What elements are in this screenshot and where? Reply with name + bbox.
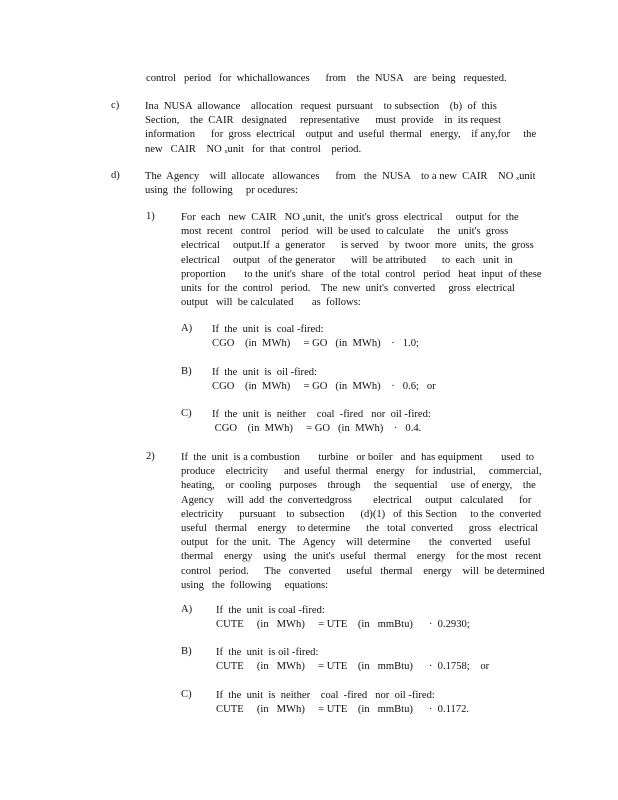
subclause-2-text (181, 451, 545, 593)
formula-item-label: A) (181, 604, 193, 615)
text-line: The Agency will allocate allowances from the NUSA to a new CAIR NO ₓunit (145, 171, 536, 182)
text-line: control period. The converted useful thermal energy will be determined (181, 565, 545, 577)
subclause-2-label: 2) (146, 451, 155, 462)
text-line: most recent control period will be used to calculate the unit's gross (181, 226, 509, 238)
subclause-1-label: 1) (146, 211, 155, 222)
clause-c-text (145, 100, 536, 157)
formula-item-label: C) (181, 408, 192, 419)
formula-condition: If the unit is neither coal -fired nor oil -fired: (216, 690, 435, 701)
formula-equation: CGO (in MWh) = GO (in MWh) · 0.6; or (212, 381, 436, 393)
text-line: produce electricity and useful thermal energy for industrial, commercial, (181, 466, 542, 478)
text-line: For each new CAIR NO ₓunit, the unit's gross electrical output for the (181, 212, 519, 223)
formula-equation: CUTE (in MWh) = UTE (in mmBtu) · 0.1758; or (216, 661, 490, 673)
text-line: proportion to the unit's share of the total control period heat input of these (181, 268, 542, 280)
formula-condition: If the unit is oil -fired: (212, 367, 318, 378)
text-line: output for the unit. The Agency will determine the converted useful (181, 537, 531, 549)
formula-condition: If the unit is oil -fired: (216, 647, 319, 658)
text-line: using the following pr ocedures: (145, 185, 298, 197)
text-line: control period for whichallowances from the NUSA are being requested. (146, 73, 507, 84)
text-line: thermal energy using the unit's useful thermal energy for the most recent (181, 551, 542, 563)
text-line: using the following equations: (181, 579, 329, 591)
text-line: electricity pursuant to subsection (d)(1) of this Section to the converted (181, 508, 542, 520)
text-line: heating, or cooling purposes through the sequential use of energy, the (181, 480, 536, 492)
formula-condition: If the unit is neither coal -fired nor oil -fired: (212, 409, 431, 420)
subclause-1-text (181, 211, 542, 310)
formula-item-label: B) (181, 646, 192, 657)
text-line: useful thermal energy to determine the total converted gross electrical (181, 523, 538, 535)
text-line: Agency will add the convertedgross electrical output calculated for (181, 494, 532, 506)
text-line: If the unit is a combustion turbine or boiler and has equipment used to (181, 452, 535, 463)
formula-equation: CUTE (in MWh) = UTE (in mmBtu) · 0.2930; (216, 619, 470, 631)
clause-d-text (145, 170, 536, 198)
text-line: new CAIR NO ₓunit for that control period. (145, 143, 362, 155)
clause-c-label: c) (111, 100, 120, 111)
formula-item-label: B) (181, 366, 192, 377)
continuation-text (146, 72, 507, 86)
formula-equation: CGO (in MWh) = GO (in MWh) · 0.4. (212, 423, 422, 435)
text-line: Ina NUSA allowance allocation request pursuant to subsection (b) of this (145, 101, 497, 112)
formula-condition: If the unit is coal -fired: (212, 324, 324, 335)
text-line: units for the control period. The new unit's converted gross electrical (181, 283, 515, 295)
formula-equation: CUTE (in MWh) = UTE (in mmBtu) · 0.1172. (216, 704, 470, 716)
text-line: electrical output of the generator will be attributed to each unit in (181, 254, 513, 266)
text-line: information for gross electrical output and useful thermal energy, if any,for the (145, 129, 537, 141)
formula-equation: CGO (in MWh) = GO (in MWh) · 1.0; (212, 338, 419, 350)
text-line: electrical output.If a generator is served by twoor more units, the gross (181, 240, 534, 252)
formula-item-label: A) (181, 323, 193, 334)
formula-item-label: C) (181, 689, 192, 700)
text-line: output will be calculated as follows: (181, 297, 361, 309)
clause-d-label: d) (111, 170, 120, 181)
text-line: Section, the CAIR designated representative must provide in its request (145, 115, 501, 127)
formula-condition: If the unit is coal -fired: (216, 605, 325, 616)
